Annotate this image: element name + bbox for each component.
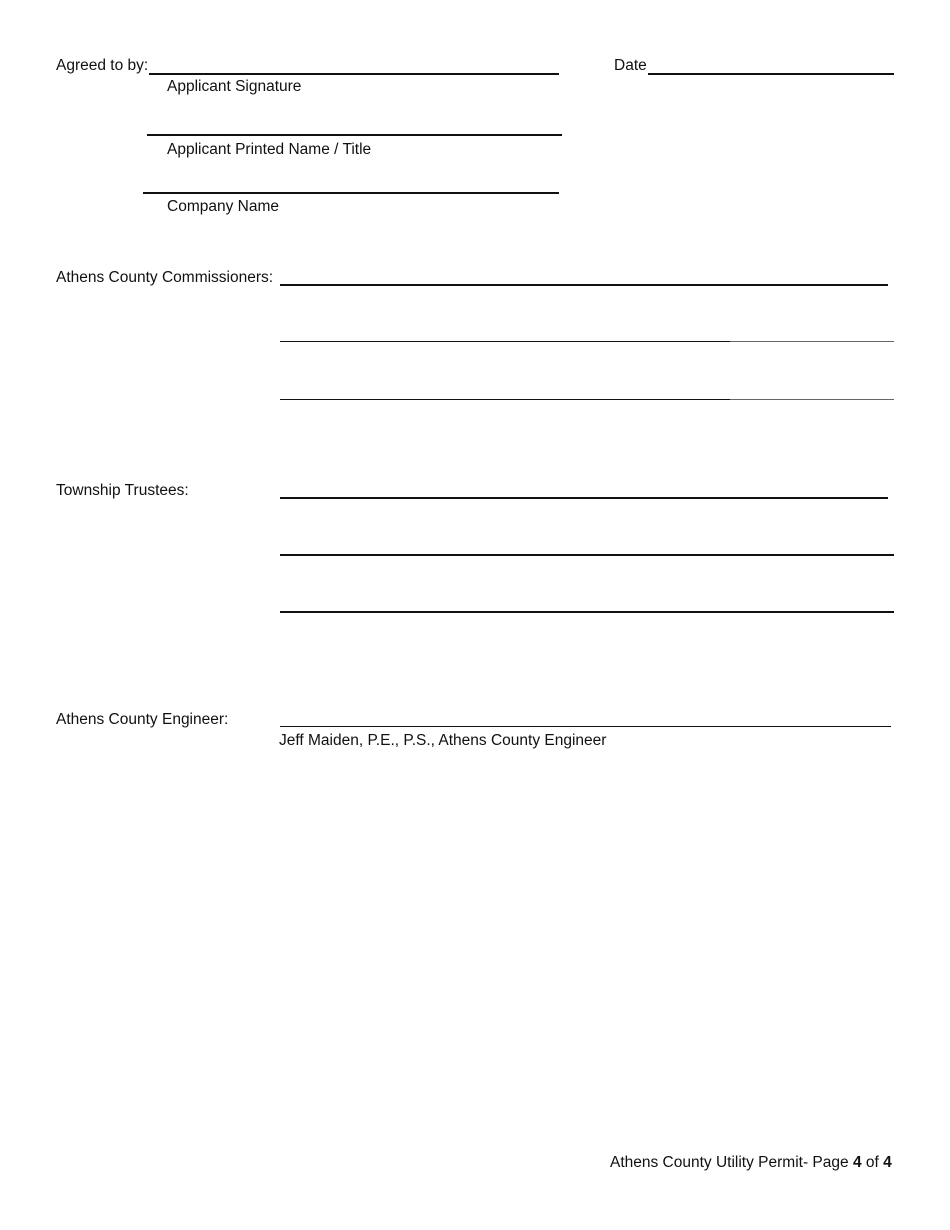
agreed-to-by-label: Agreed to by: xyxy=(56,57,149,74)
trustee-1-signature-field[interactable] xyxy=(280,484,888,498)
date-line xyxy=(648,73,894,75)
commissioner-1-line xyxy=(280,284,888,286)
engineer-signature-line xyxy=(280,726,891,727)
company-name-field[interactable] xyxy=(143,179,559,193)
commissioner-2-line xyxy=(280,341,730,342)
page-footer xyxy=(610,1154,892,1172)
applicant-printed-name-line xyxy=(147,134,562,136)
footer-page-total: 4 xyxy=(883,1154,892,1171)
engineer-signer-caption: Jeff Maiden, P.E., P.S., Athens County Engineer xyxy=(279,732,607,749)
date-field[interactable] xyxy=(648,60,894,74)
company-name-line xyxy=(143,192,559,194)
applicant-signature-field[interactable] xyxy=(149,60,559,74)
commissioner-2-line-extension xyxy=(730,341,894,342)
applicant-signature-caption: Applicant Signature xyxy=(167,78,302,95)
trustee-2-signature-field[interactable] xyxy=(280,541,894,555)
engineer-label: Athens County Engineer: xyxy=(56,711,229,728)
applicant-signature-line xyxy=(149,73,559,75)
commissioner-2-signature-field[interactable] xyxy=(280,328,894,342)
trustee-3-line xyxy=(280,611,894,613)
commissioner-3-signature-field[interactable] xyxy=(280,386,894,400)
commissioner-3-line-extension xyxy=(730,399,894,400)
trustee-2-line xyxy=(280,554,894,556)
engineer-signature-field[interactable] xyxy=(280,713,891,727)
commissioners-label: Athens County Commissioners: xyxy=(56,269,274,286)
date-label: Date xyxy=(614,57,647,74)
trustee-1-line xyxy=(280,497,888,499)
applicant-printed-name-field[interactable] xyxy=(147,121,562,135)
trustee-3-signature-field[interactable] xyxy=(280,598,894,612)
commissioner-1-signature-field[interactable] xyxy=(280,271,888,285)
applicant-printed-name-caption: Applicant Printed Name / Title xyxy=(167,141,372,158)
footer-title: Athens County Utility Permit- Page xyxy=(610,1154,853,1171)
commissioner-3-line xyxy=(280,399,730,400)
company-name-caption: Company Name xyxy=(167,198,279,215)
footer-of: of xyxy=(861,1154,884,1171)
footer-page-current: 4 xyxy=(852,1154,862,1171)
trustees-label: Township Trustees: xyxy=(56,482,189,499)
